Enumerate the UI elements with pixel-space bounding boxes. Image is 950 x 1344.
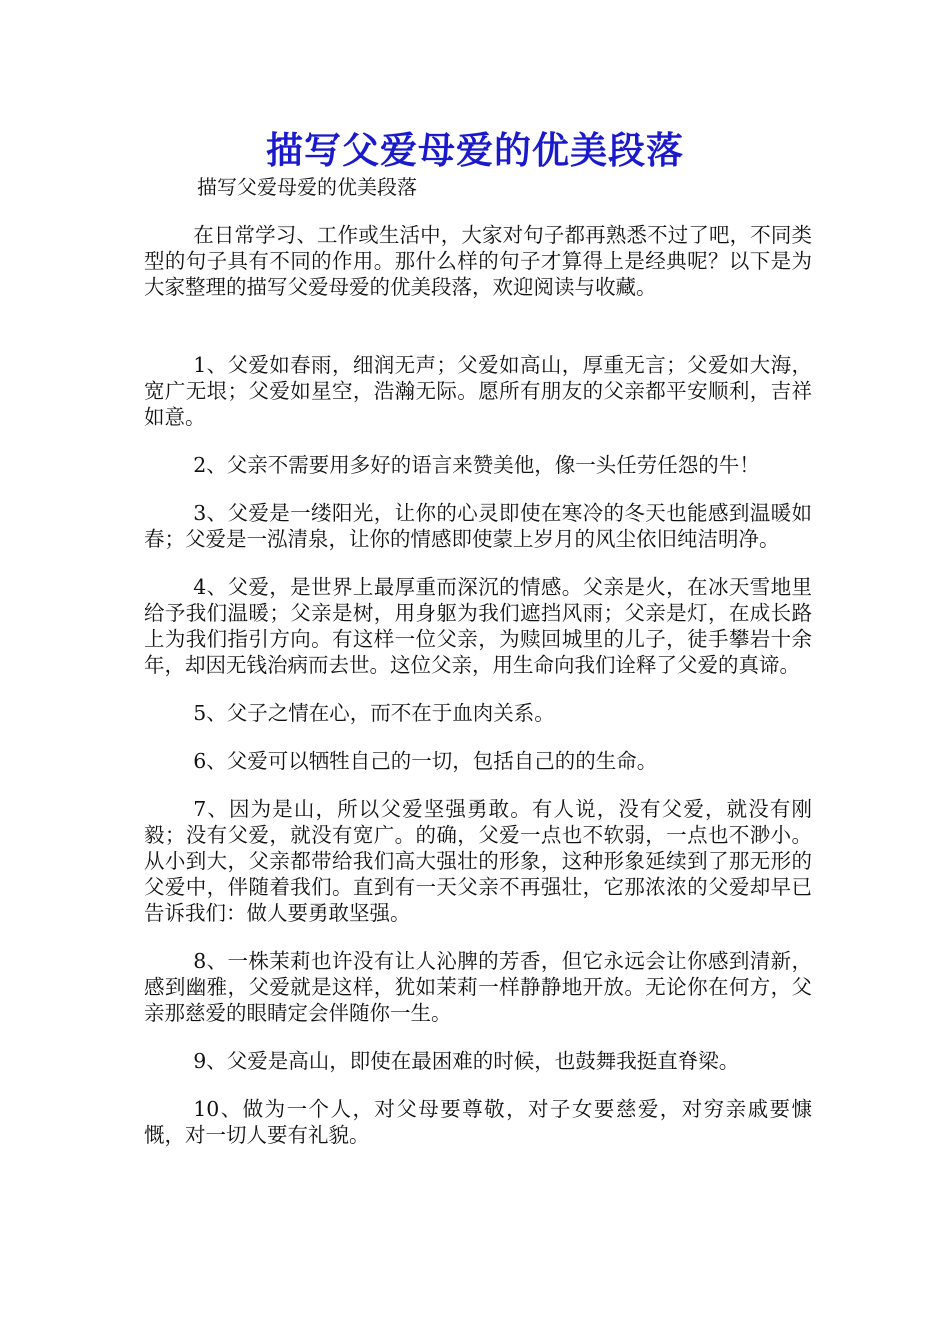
intro-paragraph: 在日常学习、工作或生活中，大家对句子都再熟悉不过了吧，不同类型的句子具有不同的作用。那什么样的句子才算得上是经典呢？以下是为大家整理的描写父爱母爱的优美段落，欢迎阅读与收藏。 — [144, 223, 812, 299]
paragraph-6: 6、父爱可以牺牲自己的一切，包括自己的的生命。 — [193, 749, 658, 773]
paragraph-4: 4、父爱，是世界上最厚重而深沉的情感。父亲是火，在冰天雪地里给予我们温暖；父亲是树，用身躯为我们遮挡风雨；父亲是灯，在成长路上为我们指引方向。有这样一位父亲，为赎回城里的儿子，徒手攀岩十余年，却因无钱治病而去世。这位父亲，用生命向我们诠释了父爱的真谛。 — [144, 575, 812, 677]
document-body — [144, 222, 812, 1148]
paragraph-1: 1、父爱如春雨，细润无声；父爱如高山，厚重无言；父爱如大海，宽广无垠；父爱如星空，浩瀚无际。愿所有朋友的父亲都平安顺利，吉祥如意。 — [144, 353, 812, 429]
paragraph-5: 5、父子之情在心，而不在于血肉关系。 — [193, 701, 555, 725]
paragraph-2: 2、父亲不需要用多好的语言来赞美他，像一头任劳任怨的牛！ — [193, 453, 760, 477]
paragraph-10: 10、做为一个人，对父母要尊敬，对子女要慈爱，对穷亲戚要慷慨，对一切人要有礼貌。 — [144, 1097, 812, 1147]
paragraph-8: 8、一株茉莉也许没有让人沁脾的芳香，但它永远会让你感到清新，感到幽雅，父爱就是这样，犹如茉莉一样静静地开放。无论你在何方，父亲那慈爱的眼睛定会伴随你一生。 — [144, 949, 812, 1025]
paragraph-9: 9、父爱是高山，即使在最困难的时候，也鼓舞我挺直脊梁。 — [193, 1049, 740, 1073]
document-title: 描写父爱母爱的优美段落 — [266, 128, 684, 172]
document-subtitle: 描写父爱母爱的优美段落 — [197, 175, 417, 199]
paragraph-7: 7、因为是山，所以父爱坚强勇敢。有人说，没有父爱，就没有刚毅；没有父爱，就没有宽广。的确，父爱一点也不软弱，一点也不渺小。从小到大，父亲都带给我们高大强壮的形象，这种形象延续到了那无形的父爱中，伴随着我们。直到有一天父亲不再强壮，它那浓浓的父爱却早已告诉我们：做人要勇敢坚强。 — [144, 797, 812, 925]
paragraph-3: 3、父爱是一缕阳光，让你的心灵即使在寒冷的冬天也能感到温暖如春；父爱是一泓清泉，让你的情感即使蒙上岁月的风尘依旧纯洁明净。 — [144, 501, 812, 551]
